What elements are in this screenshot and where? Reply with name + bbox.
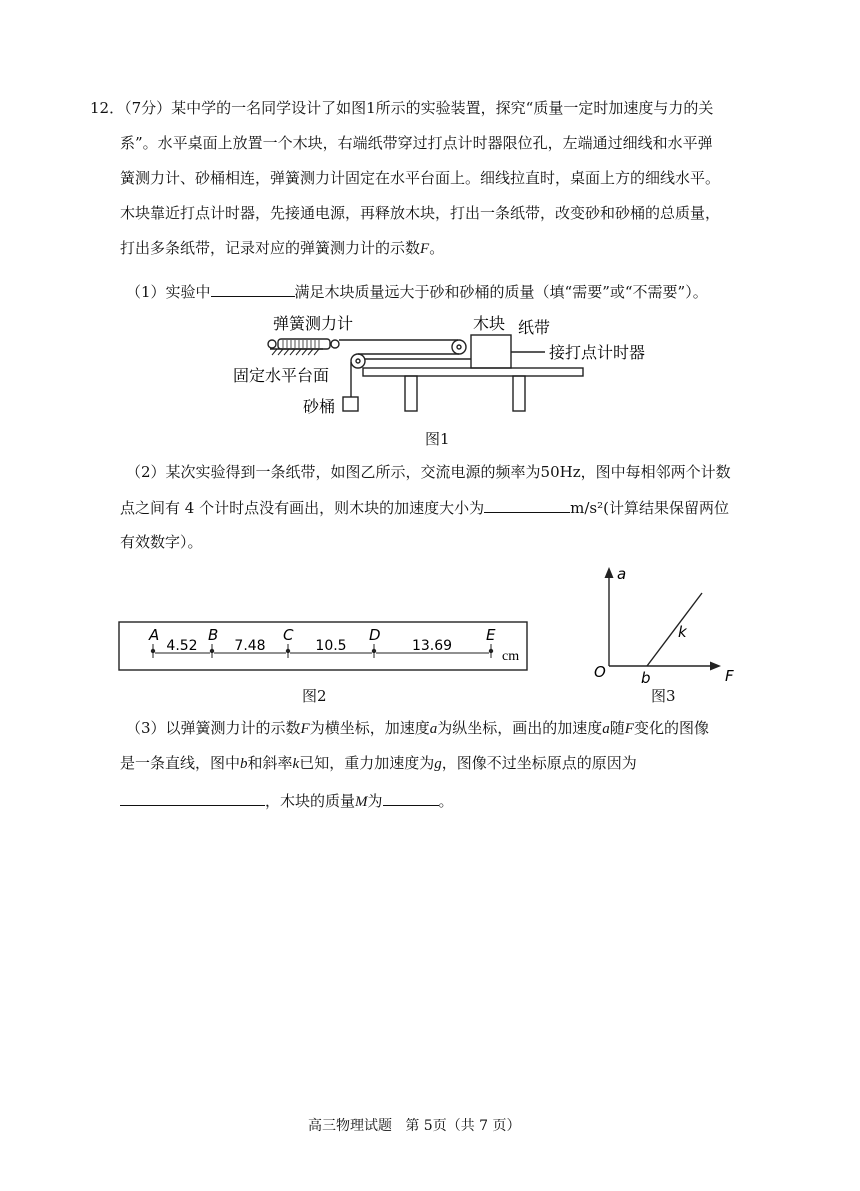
point-b: B (208, 626, 219, 644)
part3-line-2: 是一条直线，图中b和斜率k已知，重力加速度为g，图像不过坐标原点的原因为 (120, 754, 637, 772)
figure-2-caption: 图2 (302, 687, 327, 705)
axis-a-label: a (617, 565, 627, 583)
distance-de: 13.69 (411, 638, 453, 654)
figure-1-caption: 图1 (425, 430, 450, 448)
label-bucket: 砂桶 (303, 397, 336, 416)
label-platform: 固定水平台面 (233, 366, 330, 385)
figure-1-apparatus (225, 305, 646, 425)
part3-line-1: （3）以弹簧测力计的示数F为横坐标，加速度a为纵坐标，画出的加速度a随F变化的图像 (126, 719, 709, 737)
point-e: E (486, 626, 496, 644)
point-a: A (149, 626, 160, 644)
figure-3-graph (588, 560, 748, 690)
part2-line-2: 点之间有 4 个计时点没有画出，则木块的加速度大小为 m/s²(计算结果保留两位 (120, 499, 729, 517)
answer-blank-1[interactable] (211, 281, 295, 297)
point-c: C (283, 626, 294, 644)
part2-line-3: 有效数字）。 (120, 533, 203, 551)
intercept-label: b (641, 669, 651, 687)
question-number: 12． (90, 99, 125, 117)
answer-blank-3[interactable] (120, 790, 265, 806)
label-tape: 纸带 (518, 318, 551, 337)
question-line-4: 木块靠近打点计时器，先接通电源，再释放木块，打出一条纸带，改变砂和砂桶的总质量， (120, 204, 721, 222)
question-line-3: 簧测力计、砂桶相连，弹簧测力计固定在水平台面上。细线拉直时，桌面上方的细线水平。 (120, 169, 721, 187)
tape-unit: cm (502, 649, 520, 664)
label-spring-scale: 弹簧测力计 (273, 314, 354, 333)
part2-line-1: （2）某次实验得到一条纸带，如图乙所示，交流电源的频率为50Hz，图中每相邻两个计数 (126, 463, 731, 481)
question-line-2: 系”。水平桌面上放置一个木块，右端纸带穿过打点计时器限位孔，左端通过细线和水平弹 (120, 134, 713, 152)
question-line-1: 12．（7分）某中学的一名同学设计了如图1所示的实验装置，探究“质量一定时加速度与力的关 (90, 99, 714, 117)
axis-f-label: F (725, 667, 734, 685)
part1-line: （1）实验中 满足木块质量远大于砂和砂桶的质量（填“需要”或“不需要”）。 (126, 283, 708, 301)
page-footer: 高三物理试题 第 5页（共 7 页） (308, 1118, 521, 1134)
origin-label: O (594, 663, 606, 681)
answer-blank-2[interactable] (484, 497, 570, 513)
slope-label: k (678, 623, 687, 641)
question-line-5: 打出多条纸带，记录对应的弹簧测力计的示数F。 (120, 239, 445, 257)
answer-blank-4[interactable] (383, 790, 439, 806)
distance-cd: 10.5 (315, 638, 347, 654)
distance-bc: 7.48 (234, 638, 266, 654)
point-d: D (369, 626, 381, 644)
part3-line-3: ，木块的质量M为 。 (120, 790, 454, 812)
label-timer: 接打点计时器 (549, 343, 646, 362)
figure-2-tape (118, 620, 533, 672)
distance-ab: 4.52 (166, 638, 198, 654)
label-block: 木块 (473, 314, 506, 333)
figure-3-caption: 图3 (651, 687, 676, 705)
